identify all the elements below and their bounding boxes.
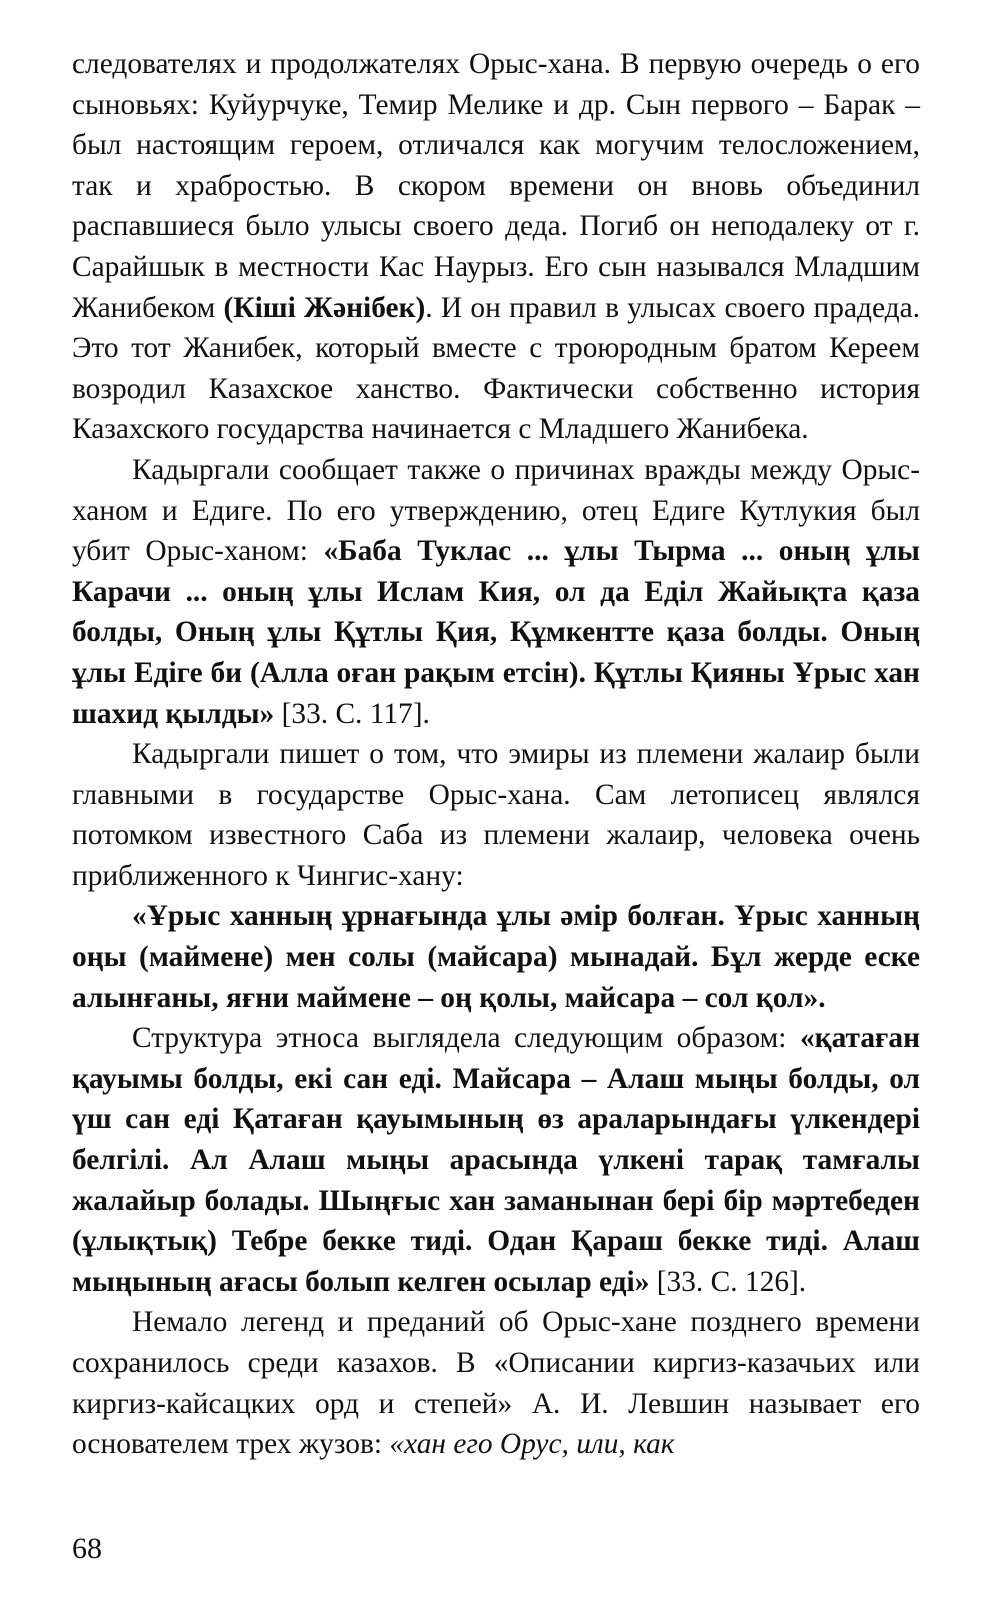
- text-run-bold: (Кіші Жәнібек): [223, 291, 426, 324]
- text-run: Структура этноса выглядела следующим образом:: [132, 1022, 800, 1055]
- paragraph: [72, 734, 920, 896]
- quote-kazakh-bold: «қатаған қауымы болды, екі сан еді. Майсара – Алаш мыңы болды, ол үш сан еді Қатаған қауымының өз араларындағы үлкендері белгілі. Ал Алаш мыңы арасында үлкені тарақ тамғалы жалайыр болады. Шыңғыс хан заманынан бері бір мәртебеден (ұлықтық) Тебре бекке тиді. Одан Қараш бекке тиді. Алаш мыңының ағасы болып келген осылар еді»: [72, 1022, 920, 1298]
- paragraph: [72, 450, 920, 734]
- citation: [33. С. 117].: [274, 697, 430, 730]
- citation: [33. С. 126].: [649, 1265, 807, 1298]
- paragraph: [72, 896, 920, 1018]
- text-run: . И он правил в улысах своего прадеда. Это тот Жанибек, который вместе с троюродным братом Кереем возродил Казахское ханство. Фактически собственно история Казахского государства начинается с Младшего Жанибека.: [72, 291, 920, 446]
- text-run: Кадыргали пишет о том, что эмиры из племени жалаир были главными в государстве Орыс-хана. Сам летописец являлся потомком известного Саба из племени жалаир, человека очень приближенного к Чингис-хану:: [72, 738, 920, 892]
- quote-kazakh-bold: «Баба Туклас ... ұлы Тырма ... оның ұлы Карачи ... оның ұлы Ислам Кия, ол да Еділ Жайықта қаза болды, Оның ұлы Құтлы Қия, Құмкентте қаза болды. Оның ұлы Едіге би (Алла оған рақым етсін). Құтлы Қияны Ұрыс хан шахид қылды»: [72, 535, 920, 730]
- quote-italic: «хан его Орус, или, как: [389, 1428, 675, 1461]
- paragraph: [72, 44, 920, 450]
- page-number: 68: [72, 1532, 102, 1565]
- text-run: Немало легенд и преданий об Орыс-хане позднего времени сохранилось среди казахов. В «Описании киргиз-казачьих или киргиз-кайсацких орд и степей» А. И. Левшин называет его основателем трех жузов:: [72, 1306, 920, 1461]
- paragraph: [72, 1302, 920, 1464]
- text-run: следователях и продолжателях Орыс-хана. В первую очередь о его сыновьях: Куйурчуке, Темир Мелике и др. Сын первого – Барак – был настоящим героем, отличался как могучим телосложением, так и храбростью. В скором времени он вновь объединил распавшиеся было улысы своего деда. Погиб он неподалеку от г. Сарайшык в местности Кас Наурыз. Его сын назывался Младшим Жанибеком: [72, 48, 920, 324]
- quote-kazakh-bold: «Ұрыс ханның ұрнағында ұлы әмір болған. Ұрыс ханның оңы (маймене) мен солы (майсара) мынадай. Бұл жерде еске алынғаны, яғни маймене – оң қолы, майсара – сол қол».: [72, 900, 920, 1014]
- text-run: Кадыргали сообщает также о причинах вражды между Орыс-ханом и Едиге. По его утверждению, отец Едиге Кутлукия был убит Орыс-ханом:: [72, 453, 920, 568]
- page-body: [72, 44, 920, 1465]
- paragraph: [72, 1018, 920, 1302]
